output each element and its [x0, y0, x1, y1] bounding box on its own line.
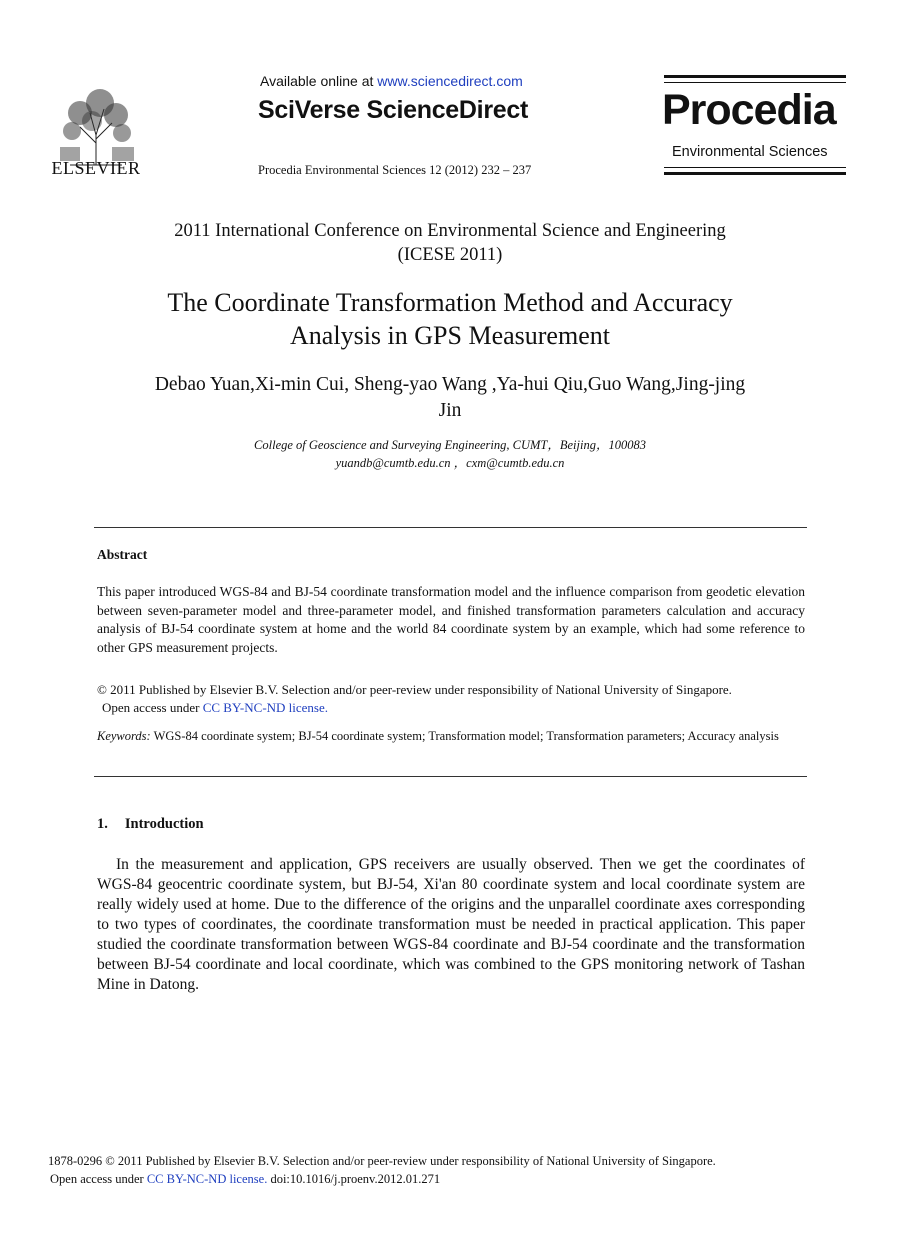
journal-reference: Procedia Environmental Sciences 12 (2012) 232 – 237 — [258, 163, 532, 177]
publisher-name: ELSEVIER — [51, 158, 141, 178]
copyright-notice — [97, 681, 805, 716]
authors-line: Jin — [438, 400, 462, 421]
conference-line: 2011 International Conference on Environmental Science and Engineering — [174, 221, 726, 241]
availability-prefix: Available online at — [260, 73, 378, 89]
open-access-line — [97, 699, 805, 717]
authors-line: Debao Yuan,Xi-min Cui, Sheng-yao Wang ,Ya-hui Qiu,Guo Wang,Jing-jing — [154, 374, 746, 395]
license-link[interactable]: CC BY-NC-ND license. — [202, 699, 329, 715]
procedia-rule — [664, 75, 846, 78]
sciencedirect-link[interactable]: www.sciencedirect.com — [377, 73, 523, 89]
section-heading — [97, 816, 204, 833]
platform-name: SciVerse ScienceDirect — [258, 96, 528, 124]
abstract-heading: Abstract — [97, 547, 148, 562]
footer-doi: doi:10.1016/j.proenv.2012.01.271 — [267, 1171, 441, 1186]
footer-license-link[interactable]: CC BY-NC-ND license. — [146, 1171, 268, 1186]
paper-title — [100, 286, 800, 352]
author-list — [100, 372, 800, 424]
section-title: Introduction — [124, 816, 204, 832]
copyright-line: © 2011 Published by Elsevier B.V. Selection and/or peer-review under responsibility of National University of Singapore. — [97, 682, 732, 697]
conference-line: (ICESE 2011) — [397, 245, 503, 265]
footer-open-access-prefix: Open access under — [50, 1171, 147, 1186]
introduction-paragraph: In the measurement and application, GPS receivers are usually observed. Then we get the coordinates of WGS-84 geocentric coordinate system, but BJ-54, Xi'an 80 coordinate system and local coordinate system are really widely used at home. Due to the difference of the origins and the unparallel coordinate axes corresponding to two types of coordinates, the coordinate transformation must be needed in practical application. This paper studied the coordinate transformation between WGS-84 coordinate and BJ-54 coordinate and the transformation between BJ-54 coordinate and local coordinate, which was combined to the GPS monitoring network of Tashan Mine in Datong. — [97, 856, 805, 993]
abstract-top-rule — [94, 527, 807, 528]
keywords — [97, 728, 805, 746]
abstract-text: This paper introduced WGS-84 and BJ-54 coordinate transformation model and the influence comparison from geodetic elevation between seven-parameter model and three-parameter model, and finished transformation parameters calculation and accuracy analysis of BJ-54 coordinate system at home and the world 84 coordinate system by an example, which had some reference to other GPS measurement projects. — [97, 584, 805, 655]
affiliation-block — [100, 436, 800, 472]
open-access-prefix: Open access under — [102, 699, 203, 715]
availability-line — [260, 73, 560, 89]
journal-logo: Procedia — [662, 86, 836, 134]
affiliation: College of Geoscience and Surveying Engineering, CUMT，Beijing，100083 — [254, 438, 646, 452]
title-line: The Coordinate Transformation Method and Accuracy — [167, 288, 733, 317]
title-line: Analysis in GPS Measurement — [290, 321, 610, 350]
footer-copyright: 1878-0296 © 2011 Published by Elsevier B.V. Selection and/or peer-review under responsibility of National University of Singapore. — [48, 1154, 716, 1168]
footer-open-access — [48, 1171, 808, 1189]
abstract-bottom-rule — [94, 776, 807, 777]
keywords-label: Keywords: — [97, 729, 151, 743]
journal-logo-subtitle: Environmental Sciences — [672, 144, 828, 160]
conference-name — [100, 219, 800, 267]
page-footer — [48, 1153, 808, 1188]
procedia-rule — [664, 167, 846, 168]
procedia-rule — [664, 172, 846, 175]
procedia-rule — [664, 82, 846, 83]
section-number: 1. — [97, 816, 108, 832]
author-emails: yuandb@cumtb.edu.cn ，cxm@cumtb.edu.cn — [335, 456, 565, 470]
keywords-list: WGS-84 coordinate system; BJ-54 coordinate system; Transformation model; Transformation parameters; Accuracy analysis — [150, 729, 779, 743]
